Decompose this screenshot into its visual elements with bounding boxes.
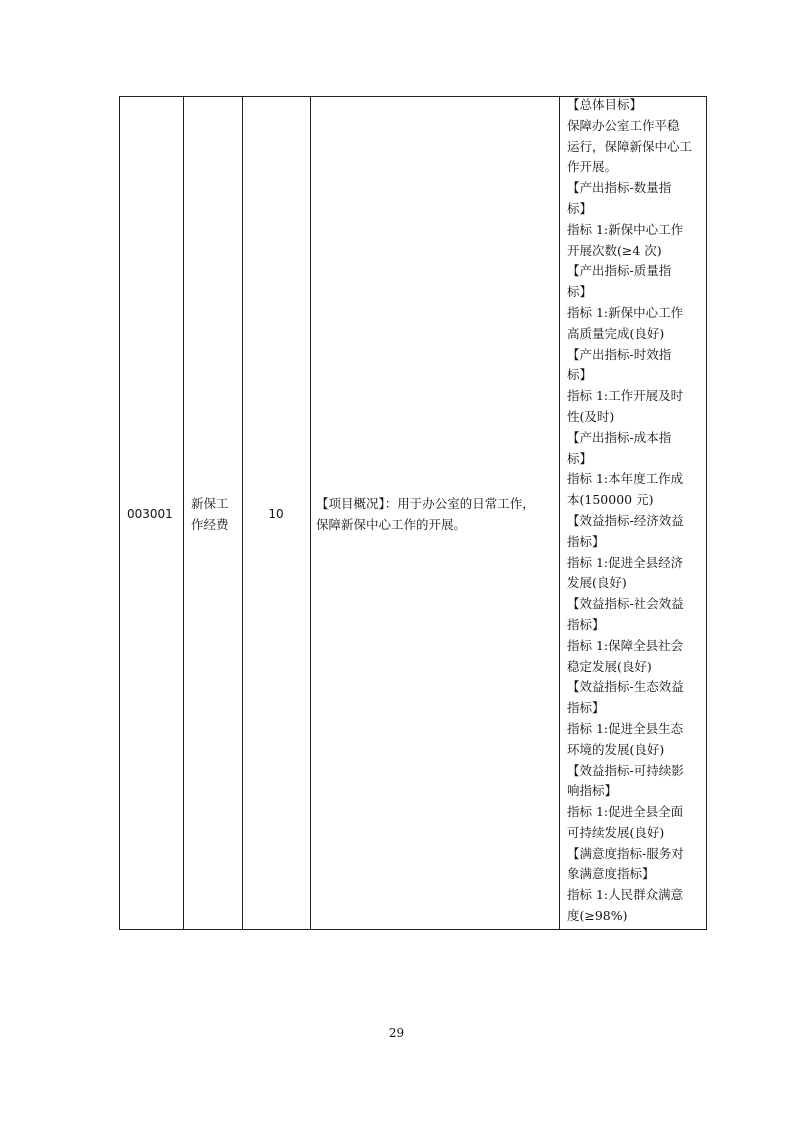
overview-line: 保障新保中心工作的开展。 (316, 516, 467, 532)
goal-line: 【满意度指标-服务对 (567, 845, 684, 861)
goal-line: 指标】 (567, 533, 605, 549)
goal-line: 标】 (567, 450, 593, 466)
goal-line: 指标 1:工作开展及时 (567, 388, 684, 404)
goal-line: 指标 1:保障全县社会 (567, 637, 684, 653)
goal-line: 标】 (567, 367, 593, 383)
project-code: 003001 (127, 507, 173, 521)
goal-line: 可持续发展(良好) (567, 824, 665, 840)
goal-line: 指标】 (567, 700, 605, 716)
goal-line: 指标 1:促进全县生态 (567, 720, 684, 736)
overview-line: 【项目概况】：用于办公室的日常工作， (316, 496, 535, 511)
goal-line: 保障办公室工作平稳 (567, 117, 680, 133)
page-number: 29 (388, 1026, 405, 1040)
goal-line: 作开展。 (567, 159, 618, 175)
goal-line: 标】 (567, 200, 593, 216)
goal-line: 象满意度指标】 (567, 866, 655, 882)
project-name-line: 作经费 (191, 516, 229, 532)
project-overview (316, 494, 556, 536)
project-name-line: 新保工 (191, 496, 229, 511)
goal-line: 开展次数(≥4 次) (567, 242, 662, 258)
goal-line: 标】 (567, 284, 593, 300)
goal-line: 【产出指标-成本指 (567, 429, 672, 445)
goal-line: 指标 1:本年度工作成 (567, 471, 684, 487)
goal-line: 性(及时) (567, 408, 615, 424)
goal-line: 【产出指标-数量指 (567, 180, 672, 196)
goal-line: 稳定发展(良好) (567, 658, 652, 674)
goal-line: 发展(良好) (567, 575, 627, 591)
goal-line: 响指标】 (567, 783, 618, 799)
performance-goals (567, 95, 703, 927)
goal-line: 【效益指标-生态效益 (567, 679, 684, 695)
goal-line: 指标 1:人民群众满意 (567, 887, 684, 903)
goal-line: 指标 1:促进全县全面 (567, 804, 684, 820)
column-divider (183, 97, 184, 929)
goal-line: 本(150000 元) (567, 492, 654, 508)
goal-line: 环境的发展(良好) (567, 741, 665, 757)
goal-line: 指标 1:新保中心工作 (567, 221, 684, 237)
goal-line: 【效益指标-社会效益 (567, 596, 684, 612)
goal-line: 【效益指标-可持续影 (567, 762, 684, 778)
budget-table (119, 96, 707, 930)
column-divider (310, 97, 311, 929)
column-divider (559, 97, 560, 929)
goal-line: 指标】 (567, 616, 605, 632)
goal-line: 高质量完成(良好) (567, 325, 665, 341)
goal-line: 度(≥98%) (567, 908, 628, 924)
goal-line: 【效益指标-经济效益 (567, 512, 684, 528)
goal-line: 运行，保障新保中心工 (567, 138, 693, 154)
goal-line: 【产出指标-质量指 (567, 263, 672, 279)
project-amount: 10 (268, 507, 284, 521)
project-name (191, 494, 239, 536)
goal-line: 【总体目标】 (567, 97, 643, 112)
goal-line: 指标 1:促进全县经济 (567, 554, 684, 570)
goal-line: 指标 1:新保中心工作 (567, 304, 684, 320)
goal-line: 【产出指标-时效指 (567, 346, 672, 362)
